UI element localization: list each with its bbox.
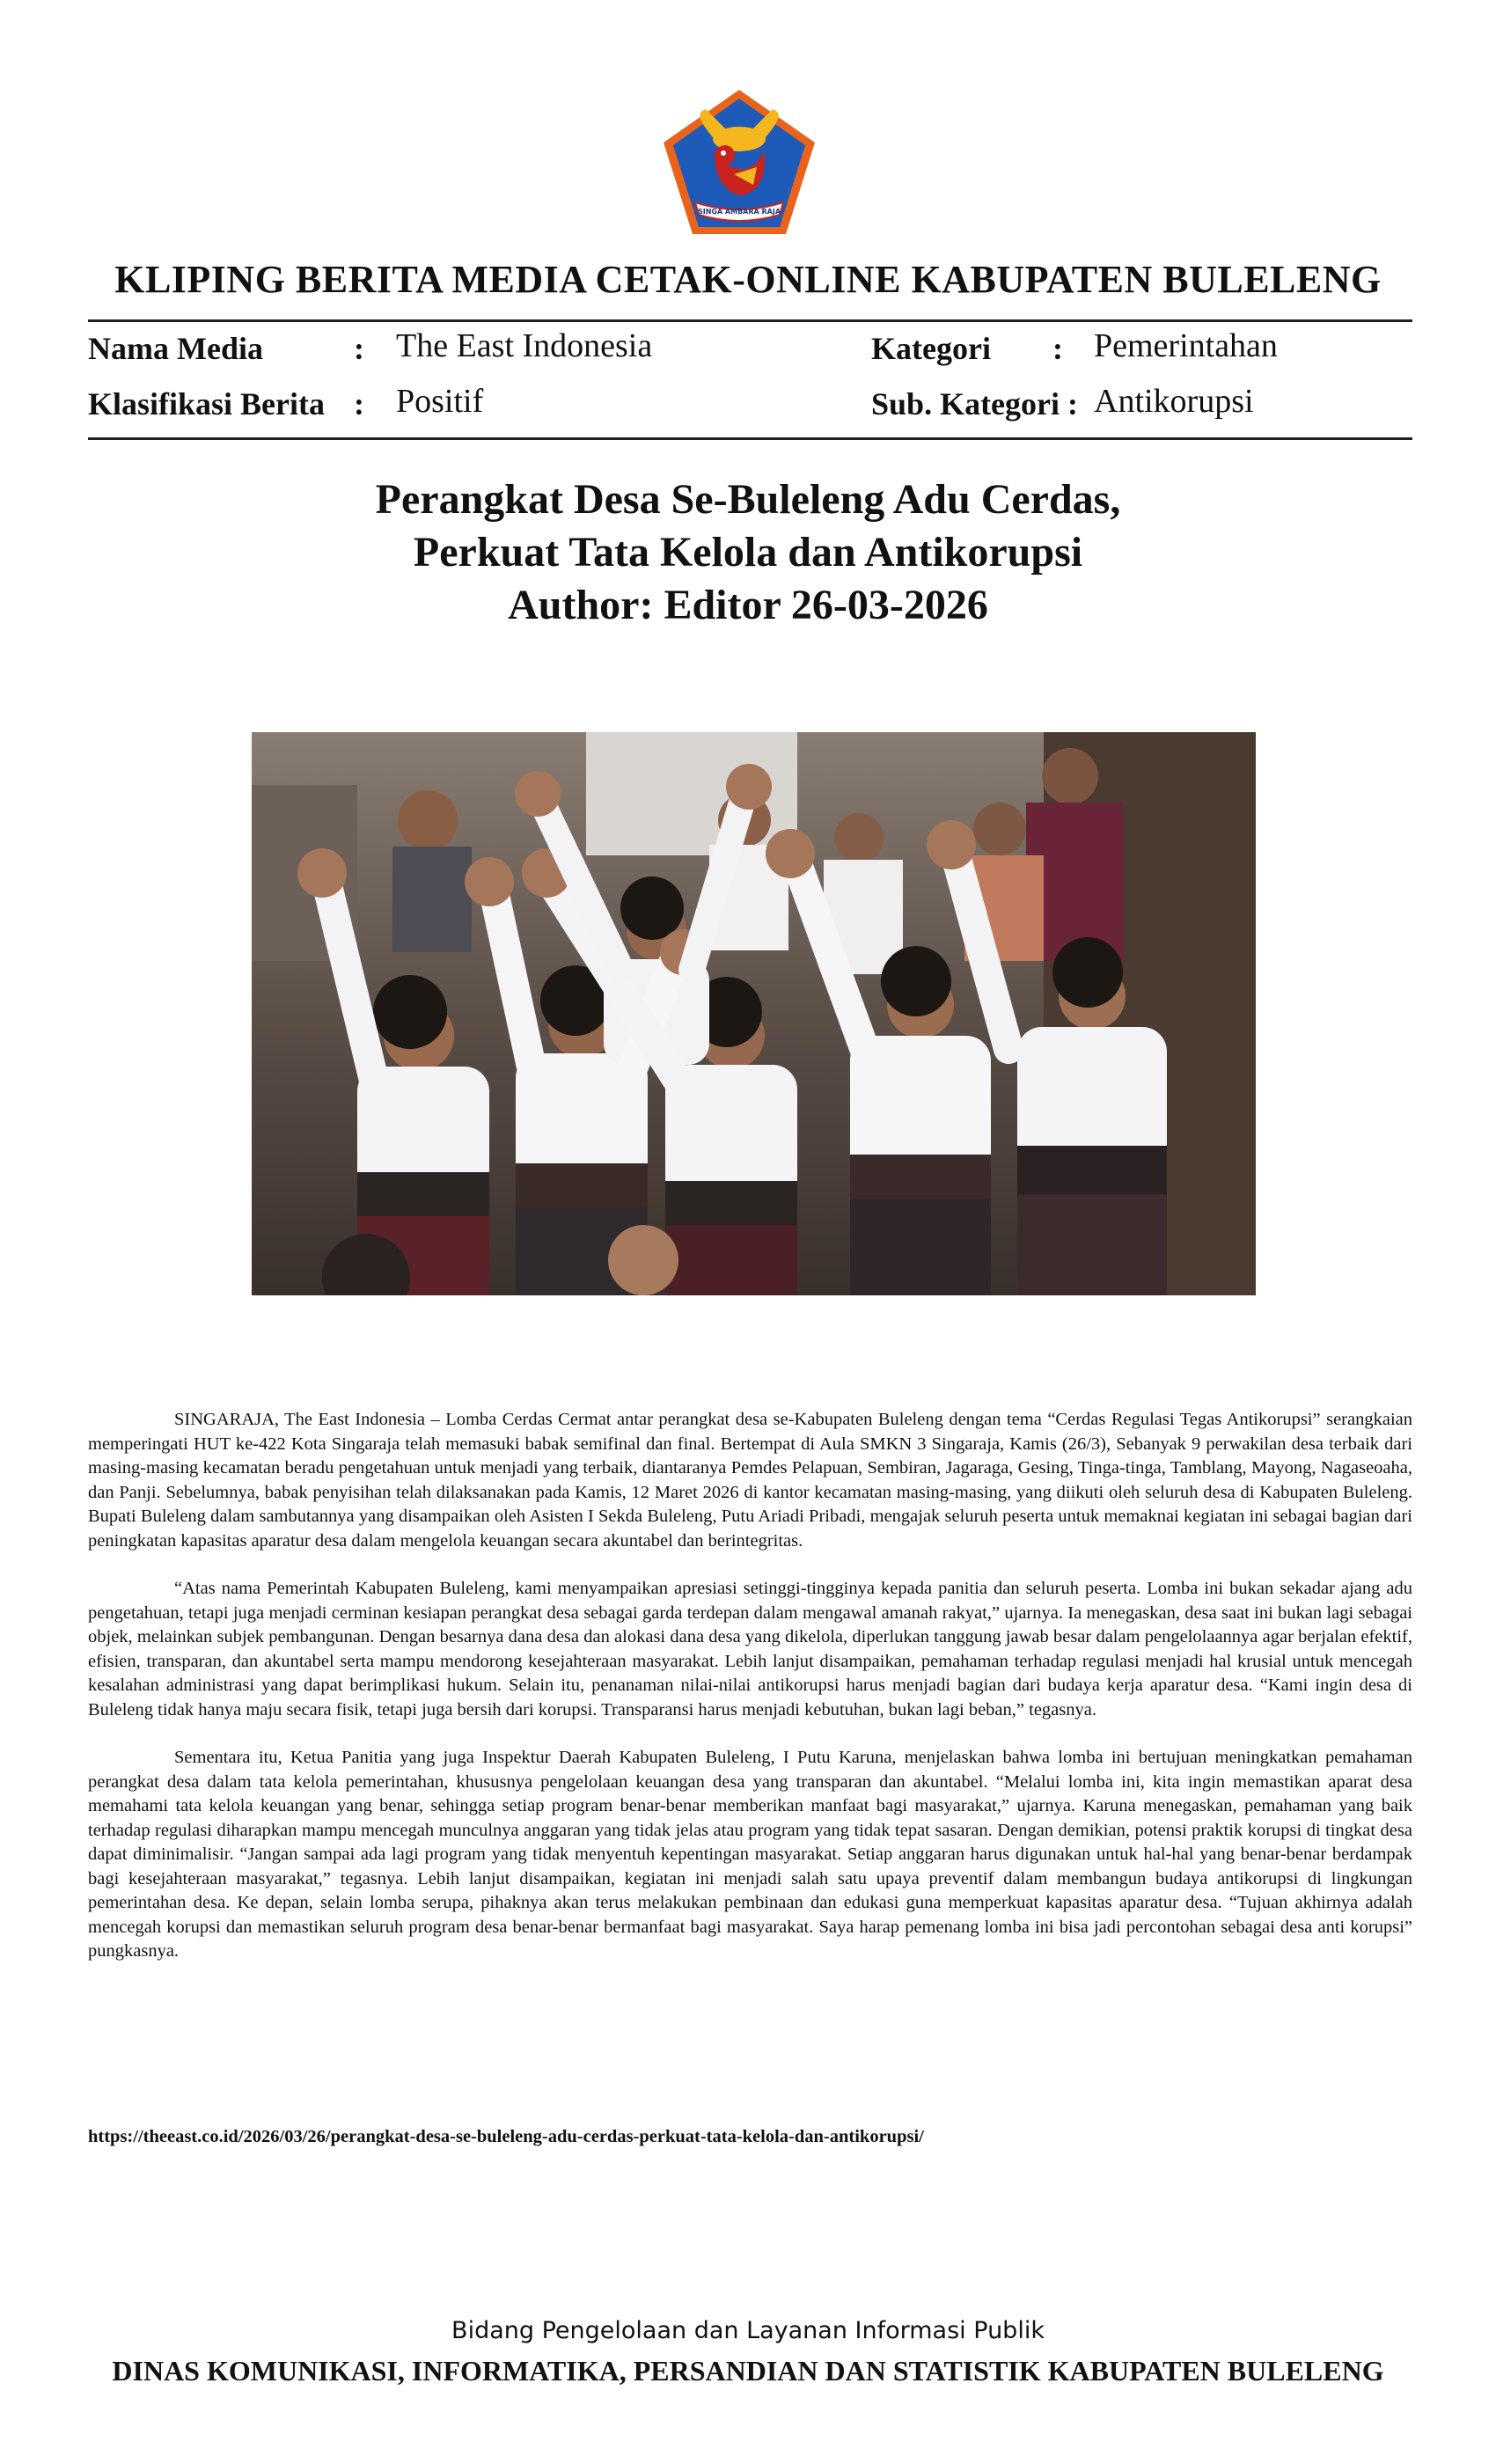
subcategory-value: Antikorupsi bbox=[1094, 383, 1254, 420]
group-of-women-in-white-kebaya-cheering bbox=[252, 732, 1256, 1295]
article-paragraph-2: “Atas nama Pemerintah Kabupaten Buleleng, kami menyampaikan apresiasi setinggi-tingginya kepada panitia dan seluruh peserta. Lomba ini bukan sekadar ajang adu pengetahuan, tetapi juga menjadi cerminan kesiapan perangkat desa sebagai garda terdepan dalam mengawal amanah rakyat,” ujarnya. Ia menegaskan, desa saat ini bukan lagi sebagai objek, melainkan subjek pembangunan. Dengan besarnya dana desa dan alokasi dana desa yang dikelola, diperlukan tanggung jawab besar dalam pengelolaannya agar berjalan efektif, efisien, transparan, dan akuntabel serta mampu mendorong kesejahteraan masyarakat. Lebih lanjut disampaikan, pemahaman terhadap regulasi menjadi hal krusial untuk mencegah kesalahan administrasi yang dapat berimplikasi hukum. Selain itu, penanaman nilai-nilai antikorupsi harus menjadi bagian dari budaya kerja aparatur desa. “Kami ingin desa di Buleleng tidak hanya maju secara fisik, tetapi juga bersih dari korupsi. Transparansi harus menjadi kebutuhan, bukan lagi beban,” tegasnya. bbox=[88, 1579, 1412, 1720]
footer-agency: DINAS KOMUNIKASI, INFORMATIKA, PERSANDIAN DAN STATISTIK KABUPATEN BULELENG bbox=[112, 2355, 1384, 2387]
classification-label: Klasifikasi Berita bbox=[88, 386, 325, 422]
article-photo bbox=[252, 732, 1256, 1295]
article-title-line-2: Perkuat Tata Kelola dan Antikorupsi bbox=[413, 529, 1083, 576]
clipping-header-title: KLIPING BERITA MEDIA CETAK-ONLINE KABUPATEN BULELENG bbox=[114, 258, 1382, 301]
buleleng-coat-of-arms-icon bbox=[660, 86, 818, 238]
classification-colon: : bbox=[354, 386, 364, 422]
article-paragraph-1: SINGARAJA, The East Indonesia – Lomba Cerdas Cermat antar perangkat desa se-Kabupaten Buleleng dengan tema “Cerdas Regulasi Tegas Antikorupsi” serangkaian memperingati HUT ke-422 Kota Singaraja telah memasuki babak semifinal dan final. Bertempat di Aula SMKN 3 Singaraja, Kamis (26/3), Sebanyak 9 perwakilan desa terbaik dari masing-masing kecamatan beradu pengetahuan untuk menjadi yang terbaik, diantaranya Pemdes Pelapuan, Sembiran, Jagaraga, Gesing, Tinga-tinga, Tamblang, Mayong, Nagaseoaha, dan Panji. Sebelumnya, babak penyisihan telah dilaksanakan pada Kamis, 12 Maret 2026 di kantor kecamatan masing-masing, yang diikuti oleh seluruh desa di Kabupaten Buleleng. Bupati Buleleng dalam sambutannya yang disampaikan oleh Asisten I Sekda Buleleng, Putu Ariadi Pribadi, mengajak seluruh peserta untuk memaknai kegiatan ini sebagai bagian dari peningkatan kapasitas aparatur desa dalam mengelola keuangan secara akuntabel dan berintegritas. bbox=[88, 1410, 1412, 1551]
header-bottom-rule bbox=[88, 437, 1412, 440]
article-body bbox=[88, 1408, 1412, 1988]
subcategory-label: Sub. Kategori : bbox=[871, 386, 1079, 422]
footer-department: Bidang Pengelolaan dan Layanan Informasi Publik bbox=[451, 2317, 1045, 2344]
article-title-line-1: Perangkat Desa Se-Buleleng Adu Cerdas, bbox=[375, 476, 1121, 523]
media-label: Nama Media bbox=[88, 331, 263, 366]
article-paragraph-3: Sementara itu, Ketua Panitia yang juga Inspektur Daerah Kabupaten Buleleng, I Putu Karuna, menjelaskan bahwa lomba ini bertujuan meningkatkan pemahaman perangkat desa dalam tata kelola pemerintahan, khususnya pengelolaan keuangan desa yang transparan dan akuntabel. “Melalui lomba ini, kita ingin memastikan aparat desa memahami tata kelola keuangan yang benar, sehingga setiap program benar-benar memberikan manfaat bagi masyarakat,” ujarnya. Karuna menegaskan, pemahaman yang baik terhadap regulasi diharapkan mampu mencegah munculnya anggaran yang tidak jelas atau program yang tidak tepat sasaran. Dengan demikian, potensi praktik korupsi di tingkat desa dapat diminimalisir. “Jangan sampai ada lagi program yang tidak menyentuh kepentingan masyarakat. Setiap anggaran harus digunakan untuk hal-hal yang benar-benar berdampak bagi kesejahteraan masyarakat,” tegasnya. Lebih lanjut disampaikan, kegiatan ini menjadi salah satu upaya preventif dalam membangun budaya antikorupsi di lingkungan pemerintahan desa. Ke depan, selain lomba serupa, pihaknya akan terus melakukan pembinaan dan edukasi guna memperkuat kapasitas aparatur desa. “Tujuan akhirnya adalah mencegah korupsi dan memastikan seluruh program desa benar-benar bermanfaat bagi masyarakat. Saya harap pemenang lomba ini bisa jadi percontohan sebagai desa anti korupsi” pungkasnya. bbox=[88, 1748, 1412, 1961]
media-colon: : bbox=[354, 331, 364, 366]
article-title-block bbox=[0, 473, 1496, 632]
buleleng-logo bbox=[660, 86, 818, 238]
logo-motto: SINGA AMBARA RAJA bbox=[697, 208, 781, 216]
category-value: Pemerintahan bbox=[1094, 327, 1278, 364]
category-label: Kategori bbox=[871, 331, 991, 366]
media-value: The East Indonesia bbox=[396, 327, 653, 364]
source-url-link[interactable]: https://theeast.co.id/2026/03/26/perangkat-desa-se-buleleng-adu-cerdas-perkuat-tata-kelola-dan-antikorupsi/ bbox=[88, 2127, 924, 2146]
classification-value: Positif bbox=[396, 383, 484, 420]
header-top-rule bbox=[88, 319, 1412, 322]
article-author-date: Author: Editor 26-03-2026 bbox=[508, 582, 988, 628]
category-colon: : bbox=[1052, 331, 1063, 366]
